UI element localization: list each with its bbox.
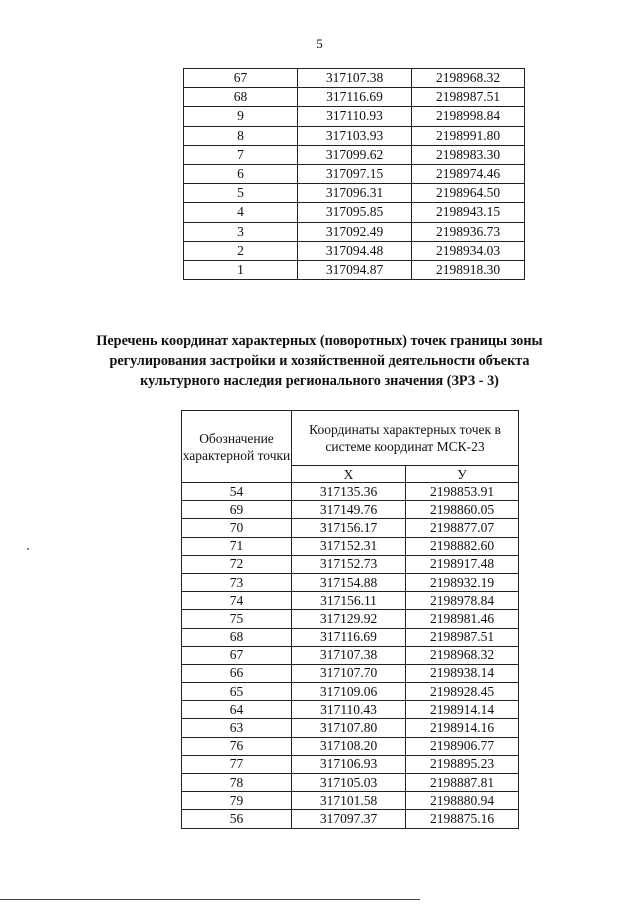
point-number-cell: 4 bbox=[184, 203, 298, 222]
table-row bbox=[182, 755, 519, 773]
x-coordinate-cell: 317106.93 bbox=[292, 755, 406, 773]
x-coordinate-cell: 317116.69 bbox=[298, 88, 412, 107]
table-row bbox=[182, 483, 519, 501]
point-number-cell: 70 bbox=[182, 519, 292, 537]
x-coordinate-cell: 317110.43 bbox=[292, 701, 406, 719]
y-coordinate-cell: 2198853.91 bbox=[406, 483, 519, 501]
table-row bbox=[182, 646, 519, 664]
point-number-cell: 77 bbox=[182, 755, 292, 773]
y-coordinate-cell: 2198932.19 bbox=[406, 573, 519, 591]
y-coordinate-cell: 2198918.30 bbox=[412, 260, 525, 279]
table-row bbox=[184, 145, 525, 164]
x-coordinate-cell: 317107.38 bbox=[298, 69, 412, 88]
footer-rule bbox=[0, 899, 420, 900]
y-coordinate-cell: 2198974.46 bbox=[412, 164, 525, 183]
table-row bbox=[182, 501, 519, 519]
y-column-header: У bbox=[406, 466, 519, 483]
x-coordinate-cell: 317092.49 bbox=[298, 222, 412, 241]
y-coordinate-cell: 2198887.81 bbox=[406, 774, 519, 792]
x-coordinate-cell: 317107.80 bbox=[292, 719, 406, 737]
table-header bbox=[182, 411, 519, 483]
y-coordinate-cell: 2198934.03 bbox=[412, 241, 525, 260]
point-number-cell: 78 bbox=[182, 774, 292, 792]
point-number-cell: 65 bbox=[182, 683, 292, 701]
x-coordinate-cell: 317094.87 bbox=[298, 260, 412, 279]
point-number-cell: 1 bbox=[184, 260, 298, 279]
point-number-cell: 3 bbox=[184, 222, 298, 241]
y-coordinate-cell: 2198882.60 bbox=[406, 537, 519, 555]
x-coordinate-cell: 317116.69 bbox=[292, 628, 406, 646]
x-coordinate-cell: 317099.62 bbox=[298, 145, 412, 164]
table-row bbox=[184, 222, 525, 241]
table-row bbox=[182, 664, 519, 682]
y-coordinate-cell: 2198928.45 bbox=[406, 683, 519, 701]
point-number-cell: 68 bbox=[184, 88, 298, 107]
heading-line: регулирования застройки и хозяйственной деятельности объекта bbox=[109, 353, 530, 369]
x-coordinate-cell: 317152.73 bbox=[292, 555, 406, 573]
page-number: 5 bbox=[316, 36, 323, 51]
point-number-cell: 5 bbox=[184, 184, 298, 203]
table-row bbox=[182, 519, 519, 537]
point-number-cell: 69 bbox=[182, 501, 292, 519]
table-row bbox=[184, 69, 525, 88]
x-coordinate-cell: 317154.88 bbox=[292, 573, 406, 591]
x-coordinate-cell: 317156.11 bbox=[292, 592, 406, 610]
table-row bbox=[182, 683, 519, 701]
point-designation-header: Обозначение характерной точки bbox=[182, 411, 292, 483]
point-number-cell: 73 bbox=[182, 573, 292, 591]
table-row bbox=[184, 107, 525, 126]
heading-line: Перечень координат характерных (поворотных) точек границы зоны bbox=[96, 333, 543, 349]
y-coordinate-cell: 2198877.07 bbox=[406, 519, 519, 537]
x-coordinate-cell: 317097.15 bbox=[298, 164, 412, 183]
y-coordinate-cell: 2198914.14 bbox=[406, 701, 519, 719]
point-number-cell: 66 bbox=[182, 664, 292, 682]
point-number-cell: 75 bbox=[182, 610, 292, 628]
y-coordinate-cell: 2198917.48 bbox=[406, 555, 519, 573]
table-row bbox=[182, 792, 519, 810]
y-coordinate-cell: 2198895.23 bbox=[406, 755, 519, 773]
y-coordinate-cell: 2198880.94 bbox=[406, 792, 519, 810]
table-row bbox=[184, 260, 525, 279]
point-number-cell: 9 bbox=[184, 107, 298, 126]
point-number-cell: 63 bbox=[182, 719, 292, 737]
point-number-cell: 7 bbox=[184, 145, 298, 164]
point-number-cell: 67 bbox=[184, 69, 298, 88]
y-coordinate-cell: 2198943.15 bbox=[412, 203, 525, 222]
y-coordinate-cell: 2198991.80 bbox=[412, 126, 525, 145]
table-row bbox=[182, 628, 519, 646]
x-coordinate-cell: 317149.76 bbox=[292, 501, 406, 519]
x-coordinate-cell: 317094.48 bbox=[298, 241, 412, 260]
y-coordinate-cell: 2198964.50 bbox=[412, 184, 525, 203]
table-row bbox=[182, 701, 519, 719]
table-row bbox=[182, 774, 519, 792]
x-coordinate-cell: 317105.03 bbox=[292, 774, 406, 792]
x-coordinate-cell: 317107.70 bbox=[292, 664, 406, 682]
point-number-cell: 2 bbox=[184, 241, 298, 260]
table-row bbox=[182, 573, 519, 591]
x-coordinate-cell: 317110.93 bbox=[298, 107, 412, 126]
x-coordinate-cell: 317101.58 bbox=[292, 792, 406, 810]
y-coordinate-cell: 2198914.16 bbox=[406, 719, 519, 737]
table-row bbox=[184, 88, 525, 107]
point-number-cell: 8 bbox=[184, 126, 298, 145]
x-coordinate-cell: 317103.93 bbox=[298, 126, 412, 145]
table-row bbox=[184, 203, 525, 222]
x-column-header: Х bbox=[292, 466, 406, 483]
table-row bbox=[182, 610, 519, 628]
y-coordinate-cell: 2198968.32 bbox=[412, 69, 525, 88]
y-coordinate-cell: 2198860.05 bbox=[406, 501, 519, 519]
point-number-cell: 71 bbox=[182, 537, 292, 555]
point-number-cell: 54 bbox=[182, 483, 292, 501]
table-row bbox=[182, 555, 519, 573]
table-row bbox=[184, 164, 525, 183]
y-coordinate-cell: 2198981.46 bbox=[406, 610, 519, 628]
x-coordinate-cell: 317097.37 bbox=[292, 810, 406, 828]
point-number-cell: 74 bbox=[182, 592, 292, 610]
table-row bbox=[184, 184, 525, 203]
header-row bbox=[182, 411, 519, 466]
y-coordinate-cell: 2198968.32 bbox=[406, 646, 519, 664]
y-coordinate-cell: 2198978.84 bbox=[406, 592, 519, 610]
y-coordinate-cell: 2198983.30 bbox=[412, 145, 525, 164]
zrz3-coordinates-table bbox=[181, 410, 519, 829]
y-coordinate-cell: 2198987.51 bbox=[412, 88, 525, 107]
coordinates-group-header: Координаты характерных точек в системе координат МСК-23 bbox=[292, 411, 519, 466]
point-number-cell: 76 bbox=[182, 737, 292, 755]
point-number-cell: 79 bbox=[182, 792, 292, 810]
x-coordinate-cell: 317107.38 bbox=[292, 646, 406, 664]
zrz3-table-body bbox=[182, 483, 519, 829]
table-row bbox=[182, 592, 519, 610]
table-row bbox=[184, 241, 525, 260]
x-coordinate-cell: 317109.06 bbox=[292, 683, 406, 701]
y-coordinate-cell: 2198906.77 bbox=[406, 737, 519, 755]
y-coordinate-cell: 2198875.16 bbox=[406, 810, 519, 828]
table-row bbox=[182, 719, 519, 737]
table-row bbox=[182, 537, 519, 555]
heading-line: культурного наследия регионального значения (ЗРЗ - 3) bbox=[140, 373, 499, 389]
y-coordinate-cell: 2198998.84 bbox=[412, 107, 525, 126]
coordinates-table-body bbox=[184, 69, 525, 280]
scan-artifact-dot bbox=[27, 548, 29, 550]
x-coordinate-cell: 317095.85 bbox=[298, 203, 412, 222]
coordinates-table-continued bbox=[183, 68, 525, 280]
section-heading bbox=[0, 331, 639, 391]
x-coordinate-cell: 317108.20 bbox=[292, 737, 406, 755]
table-row bbox=[182, 737, 519, 755]
x-coordinate-cell: 317156.17 bbox=[292, 519, 406, 537]
point-number-cell: 72 bbox=[182, 555, 292, 573]
point-number-cell: 68 bbox=[182, 628, 292, 646]
table-row bbox=[184, 126, 525, 145]
table-row bbox=[182, 810, 519, 828]
x-coordinate-cell: 317129.92 bbox=[292, 610, 406, 628]
point-number-cell: 64 bbox=[182, 701, 292, 719]
x-coordinate-cell: 317152.31 bbox=[292, 537, 406, 555]
y-coordinate-cell: 2198936.73 bbox=[412, 222, 525, 241]
x-coordinate-cell: 317096.31 bbox=[298, 184, 412, 203]
point-number-cell: 6 bbox=[184, 164, 298, 183]
y-coordinate-cell: 2198987.51 bbox=[406, 628, 519, 646]
y-coordinate-cell: 2198938.14 bbox=[406, 664, 519, 682]
point-number-cell: 56 bbox=[182, 810, 292, 828]
x-coordinate-cell: 317135.36 bbox=[292, 483, 406, 501]
point-number-cell: 67 bbox=[182, 646, 292, 664]
